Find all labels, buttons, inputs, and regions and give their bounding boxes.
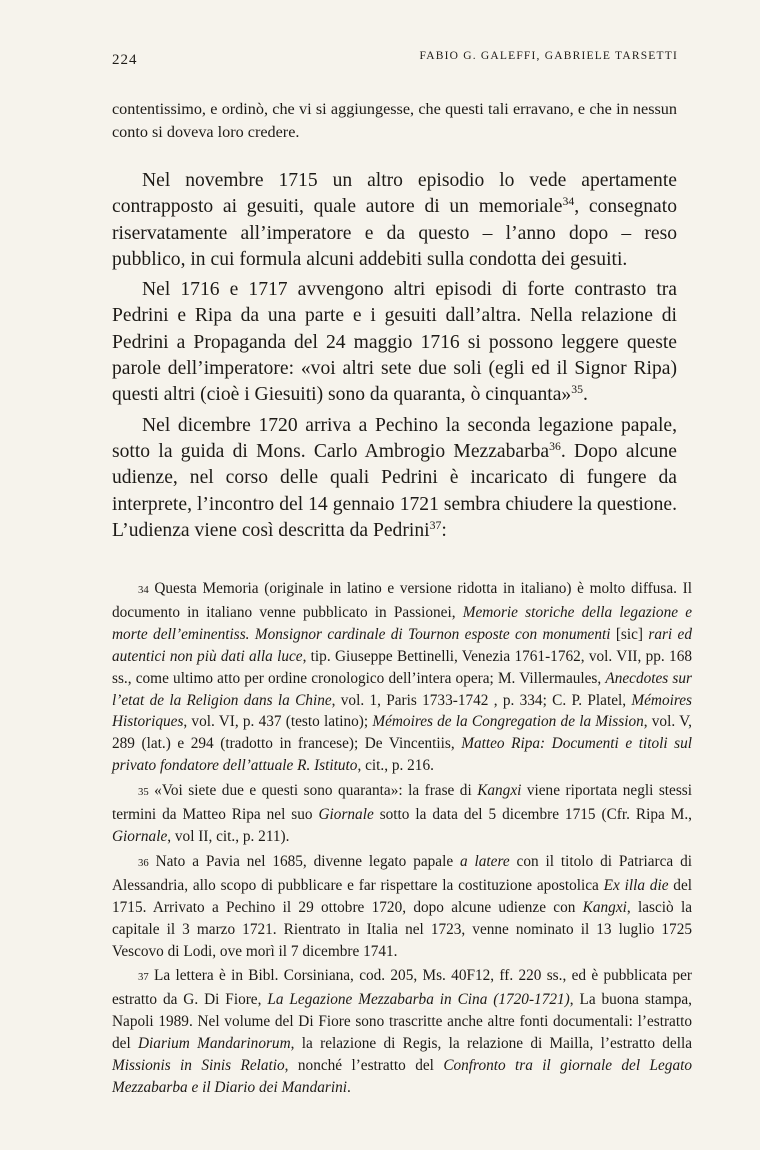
paragraph-1 (112, 168, 677, 273)
page-number: 224 (112, 52, 138, 68)
paragraph-3 (112, 413, 677, 544)
footnote-text: , lasciò la capitale il 3 marzo 1721. Rientrato in Italia nel 1723, venne nominato il 13 luglio 1725 Vescovo di Lodi, ove morì il 7 dicembre 1741. (112, 898, 693, 960)
footnote-text: , vol. V, 289 (lat.) e 294 (tradotto in francese); De Vincentiis, (112, 713, 692, 753)
footnote-number: 36 (138, 856, 149, 869)
footnote-text: Nato a Pavia nel 1685, divenne legato papale (148, 852, 460, 870)
paragraph-2-text-b: . (582, 384, 588, 406)
footnote-title: rari ed autentici non più dati alla luce (112, 625, 692, 665)
footnote-ref-34: 34 (562, 195, 575, 209)
footnote-title: Ex illa die (603, 876, 669, 894)
footnote-text: «Voi siete due e questi sono quaranta»: la frase di (148, 782, 478, 800)
paragraph-1-text-b: , consegnato riservatamente all’imperatore e da questo – l’anno dopo – reso pubblico, in cui formula alcuni addebiti sulla condotta dei gesuiti. (112, 196, 677, 270)
footnote-text: con il titolo di Patriarca di Alessandria, allo scopo di pubblicare e far rispettare la costituzione apostolica (112, 852, 692, 894)
main-text (112, 168, 677, 544)
paragraph-3-text-a: Nel dicembre 1720 arriva a Pechino la seconda legazione papale, sotto la guida di Mons. Carlo Ambrogio Mezzabarba (112, 414, 677, 462)
footnote-title: Kangxi (582, 898, 627, 916)
footnote-text: del 1715. Arrivato a Pechino il 29 ottobre 1720, dopo alcune udienze con (112, 876, 692, 916)
footnote-title: Giornale (112, 827, 168, 845)
footnote-text: , vol II, cit., p. 211). (167, 827, 290, 845)
footnote-title: Mémoires Historiques (112, 691, 692, 731)
continuation-paragraph (112, 98, 677, 144)
footnote-title: Kangxi (477, 782, 522, 800)
footnote-ref-36: 36 (549, 439, 561, 453)
footnote-title: La Legazione Mezzabarba in Cina (1720-1721) (267, 991, 570, 1009)
footnote-34 (112, 578, 692, 777)
footnote-36 (112, 851, 692, 963)
footnote-text: , cit., p. 216. (357, 757, 434, 775)
footnote-title: Diarium Mandarinorum (138, 1035, 291, 1053)
footnote-text: sotto la data del 5 dicembre 1715 (Cfr. Ripa M., (373, 806, 692, 824)
footnote-35 (112, 780, 692, 848)
paragraph-1-text-a: Nel novembre 1715 un altro episodio lo vede apertamente contrapposto ai gesuiti, quale autore di un memoriale (112, 170, 677, 218)
footnote-text: , la relazione di Regis, la relazione di Mailla, l’estratto della (290, 1035, 693, 1053)
footnote-title: Memorie storiche della legazione e morte dell’eminentiss. Monsignor cardinale di Tournon esposte con monumenti (112, 603, 692, 643)
footnote-text: Questa Memoria (originale in latino e versione ridotta in italiano) è molto diffusa. Il documento in italiano venne pubblicato in Passionei, (112, 580, 692, 621)
page-header (112, 50, 678, 74)
footnote-text: . (346, 1078, 351, 1096)
footnote-title: Confronto tra il giornale del Legato Mezzabarba e il Diario dei Mandarini (112, 1057, 692, 1096)
paragraph-2-text-a: Nel 1716 e 1717 avvengono altri episodi di forte contrasto tra Pedrini e Ripa da una parte e i gesuiti dall’altra. Nella relazione di Pedrini a Propaganda del 24 maggio 1716 si possono leggere queste parole dell’imperatore: «voi altri sete due soli (egli ed il Signor Ripa) questi altri (cioè i Giesuiti) sono da quaranta, ò cinquanta» (112, 279, 677, 406)
footnote-text: , vol. 1, Paris 1733-1742 , p. 334; C. P. Platel, (331, 691, 632, 709)
footnotes (112, 578, 692, 1102)
running-head: FABIO G. GALEFFI, GABRIELE TARSETTI (419, 50, 678, 62)
footnote-text: , tip. Giuseppe Bettinelli, Venezia 1761-1762, vol. VII, pp. 168 ss., come ultimo atto per ordine cronologico dell’intera opera; M. Villermaules, (112, 647, 692, 687)
footnote-text: , La buona stampa, Napoli 1989. Nel volume del Di Fiore sono trascritte anche altre fonti documentali: l’estratto del (112, 991, 692, 1053)
footnote-title: Anecdotes sur l’etat de la Religion dans la Chine (112, 669, 692, 709)
paragraph-3-text-c: : (441, 519, 447, 541)
footnote-text: viene riportata negli stessi termini da Matteo Ripa nel suo (112, 782, 692, 824)
paragraph-3-text-b: . Dopo alcune udienze, nel corso delle quali Pedrini è incaricato di fungere da interprete, l’incontro del 14 gennaio 1721 sembra chiudere la questione. L’udienza viene così descritta da Pedrini (112, 440, 677, 541)
footnote-37 (112, 965, 692, 1098)
footnote-text: , nonché l’estratto del (284, 1057, 444, 1075)
footnote-text: La lettera è in Bibl. Corsiniana, cod. 205, Ms. 40F12, ff. 220 ss., ed è pubblicata per estratto da G. Di Fiore, (112, 967, 692, 1009)
paragraph-2 (112, 277, 677, 408)
footnote-title: Mémoires de la Congregation de la Mission (372, 713, 644, 731)
footnote-ref-35: 35 (571, 383, 583, 397)
footnote-number: 35 (138, 786, 149, 799)
footnote-title: Matteo Ripa: Documenti e titoli sul privato fondatore dell’attuale R. Istituto (112, 735, 693, 775)
footnote-number: 34 (138, 584, 149, 596)
footnote-title: Giornale (318, 806, 374, 824)
continuation-text: contentissimo, e ordinò, che vi si aggiungesse, che questi tali erravano, e che in nessun conto si doveva loro credere. (112, 100, 677, 141)
footnote-ref-37: 37 (429, 518, 442, 532)
footnote-title: a latere (460, 852, 510, 870)
footnote-text: , vol. VI, p. 437 (testo latino); (183, 713, 373, 731)
footnote-title: Missionis in Sinis Relatio (112, 1057, 285, 1075)
footnote-text: [sic] (610, 625, 649, 643)
footnote-number: 37 (138, 971, 149, 984)
